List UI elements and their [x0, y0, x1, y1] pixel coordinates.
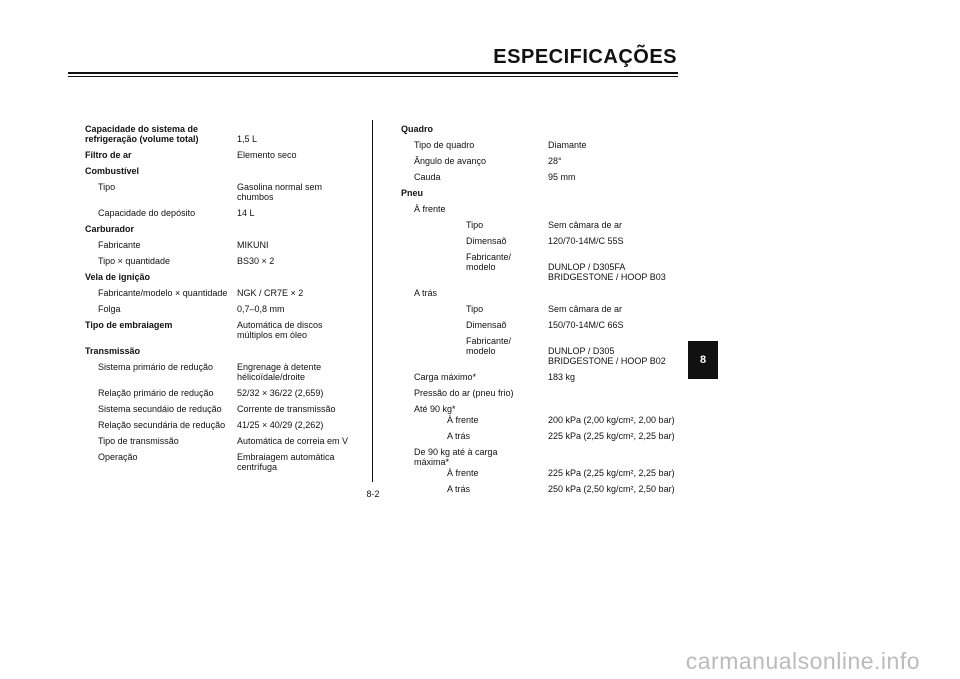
- spec-label: Dimensaõ: [466, 320, 507, 330]
- header-rule-thin: [68, 76, 678, 77]
- spec-value: Embraiagem automática centrífuga: [237, 452, 335, 472]
- spec-value: 1,5 L: [237, 134, 258, 144]
- spec-label: Tipo: [98, 182, 116, 192]
- spec-label: Filtro de ar: [85, 150, 132, 160]
- spec-value: Automática de correia em V: [237, 436, 349, 446]
- spec-label: Tipo de transmissão: [98, 436, 179, 446]
- spec-value: Diamante: [548, 140, 587, 150]
- spec-label: Capacidade do depósito: [98, 208, 196, 218]
- spec-label: Relação secundária de redução: [98, 420, 226, 430]
- spec-value: Sem câmara de ar: [548, 304, 623, 314]
- spec-label: Sistema secundáio de redução: [98, 404, 222, 414]
- spec-value: 28°: [548, 156, 562, 166]
- spec-label: Carga máximo*: [414, 372, 477, 382]
- spec-value: 52/32 × 36/22 (2,659): [237, 388, 324, 398]
- spec-label: Tipo: [466, 220, 484, 230]
- spec-label: Cauda: [414, 172, 441, 182]
- spec-label: Carburador: [85, 224, 135, 234]
- spec-value: 250 kPa (2,50 kg/cm², 2,50 bar): [548, 484, 675, 494]
- spec-value: 150/70-14M/C 66S: [548, 320, 624, 330]
- spec-label: À frente: [414, 204, 446, 214]
- chapter-tab-label: 8: [699, 354, 707, 366]
- spec-value: Corrente de transmissão: [237, 404, 336, 414]
- spec-label: Tipo: [466, 304, 484, 314]
- spec-label: A trás: [447, 484, 471, 494]
- spec-label: Pressão do ar (pneu frio): [414, 388, 514, 398]
- spec-value: MIKUNI: [237, 240, 269, 250]
- spec-value: Elemento seco: [237, 150, 297, 160]
- spec-label: Fabricante/modelo × quantidade: [98, 288, 228, 298]
- spec-label: Tipo de quadro: [414, 140, 475, 150]
- spec-label: À frente: [447, 468, 479, 478]
- spec-label: Tipo de embraiagem: [85, 320, 173, 330]
- watermark-text: carmanualsonline.info: [685, 648, 920, 674]
- page-number: 8-2: [366, 489, 380, 499]
- spec-label: Transmissão: [85, 346, 141, 356]
- spec-value: 225 kPa (2,25 kg/cm², 2,25 bar): [548, 468, 675, 478]
- spec-label: Sistema primário de redução: [98, 362, 214, 372]
- page-title: ESPECIFICAÇÕES: [493, 46, 677, 68]
- spec-value: 95 mm: [548, 172, 576, 182]
- spec-value: Engrenage à detente hélicoïdale/droite: [237, 362, 322, 382]
- spec-value: 0,7–0,8 mm: [237, 304, 285, 314]
- spec-label: Combustível: [85, 166, 140, 176]
- spec-label: Pneu: [401, 188, 424, 198]
- spec-label: A trás: [447, 431, 471, 441]
- spec-label: Vela de ignição: [85, 272, 151, 282]
- spec-value: 120/70-14M/C 55S: [548, 236, 624, 246]
- column-divider: [372, 120, 373, 482]
- spec-label: Ângulo de avanço: [414, 156, 487, 166]
- spec-label: A trás: [414, 288, 438, 298]
- spec-label: Fabricante/ modelo: [466, 252, 512, 272]
- spec-value: BS30 × 2: [237, 256, 275, 266]
- spec-label: De 90 kg até à carga máxima*: [414, 447, 498, 467]
- spec-value: 200 kPa (2,00 kg/cm², 2,00 bar): [548, 415, 675, 425]
- spec-label: Fabricante: [98, 240, 141, 250]
- chapter-tab: [688, 341, 718, 379]
- spec-label: Capacidade do sistema de refrigeração (volume total): [85, 124, 199, 144]
- header-rule-thick: [68, 72, 678, 74]
- spec-label: À frente: [447, 415, 479, 425]
- spec-label: Dimensaõ: [466, 236, 507, 246]
- spec-label: Quadro: [401, 124, 434, 134]
- spec-value: Sem câmara de ar: [548, 220, 623, 230]
- spec-value: DUNLOP / D305FA BRIDGESTONE / HOOP B03: [548, 262, 666, 282]
- spec-value: DUNLOP / D305 BRIDGESTONE / HOOP B02: [548, 346, 666, 366]
- spec-label: Tipo × quantidade: [98, 256, 170, 266]
- spec-value: 41/25 × 40/29 (2,262): [237, 420, 324, 430]
- spec-value: 225 kPa (2,25 kg/cm², 2,25 bar): [548, 431, 675, 441]
- spec-label: Folga: [98, 304, 121, 314]
- spec-value: Gasolina normal sem chumbos: [237, 182, 323, 202]
- spec-label: Operação: [98, 452, 138, 462]
- spec-label: Relação primário de redução: [98, 388, 214, 398]
- spec-label: Até 90 kg*: [414, 404, 456, 414]
- spec-value: NGK / CR7E × 2: [237, 288, 304, 298]
- spec-value: 14 L: [237, 208, 255, 218]
- spec-label: Fabricante/ modelo: [466, 336, 512, 356]
- spec-value: 183 kg: [548, 372, 576, 382]
- spec-value: Automática de discos múltiplos em óleo: [237, 320, 323, 340]
